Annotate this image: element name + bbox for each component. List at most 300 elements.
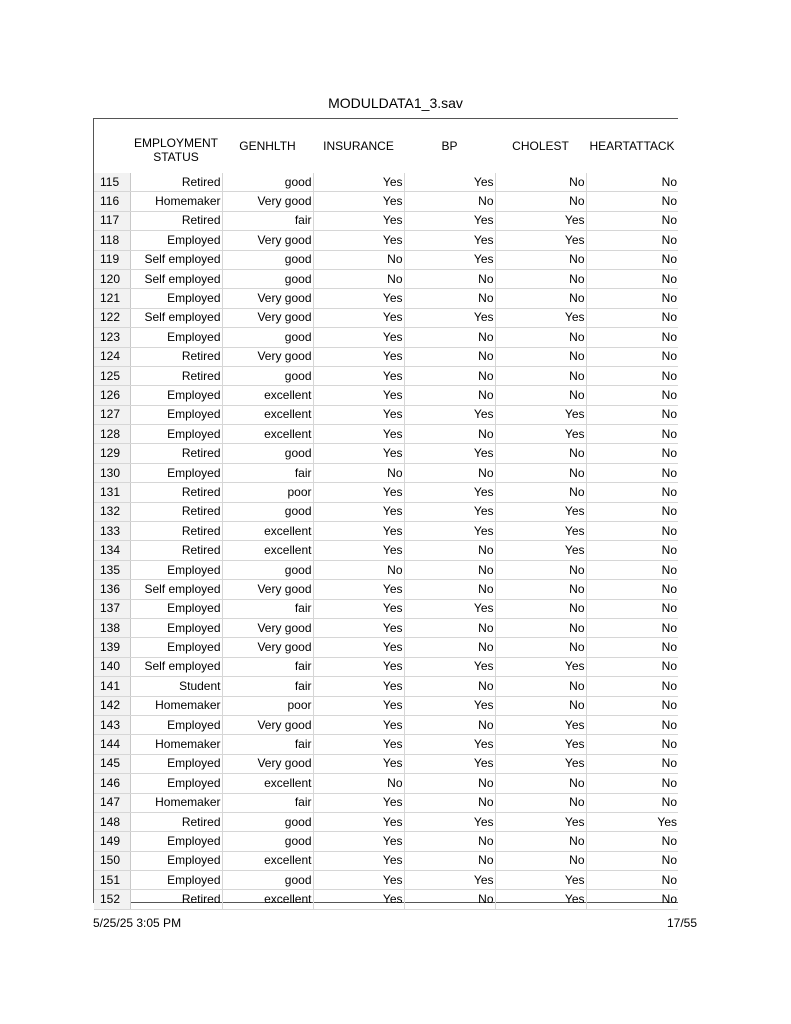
- cell-genhlth: fair: [222, 735, 313, 754]
- row-index: 121: [94, 289, 130, 308]
- table-row: [94, 754, 678, 773]
- cell-heartattack: No: [586, 677, 678, 696]
- table-row: [94, 308, 678, 327]
- cell-heartattack: No: [586, 735, 678, 754]
- cell-insurance: Yes: [313, 173, 404, 192]
- cell-heartattack: No: [586, 444, 678, 463]
- cell-insurance: Yes: [313, 851, 404, 870]
- table-row: [94, 774, 678, 793]
- cell-genhlth: excellent: [222, 405, 313, 424]
- cell-heartattack: No: [586, 754, 678, 773]
- cell-heartattack: No: [586, 250, 678, 269]
- cell-heartattack: No: [586, 696, 678, 715]
- cell-heartattack: No: [586, 890, 678, 909]
- cell-cholest: No: [495, 386, 586, 405]
- cell-bp: Yes: [404, 483, 495, 502]
- cell-cholest: Yes: [495, 657, 586, 676]
- cell-employmentstatus: Retired: [130, 483, 222, 502]
- table-row: [94, 231, 678, 250]
- cell-insurance: Yes: [313, 444, 404, 463]
- cell-insurance: Yes: [313, 405, 404, 424]
- cell-genhlth: good: [222, 173, 313, 192]
- table-row: [94, 580, 678, 599]
- table-row: [94, 425, 678, 444]
- column-header-cholest: CHOLEST: [512, 139, 569, 153]
- cell-bp: Yes: [404, 871, 495, 890]
- cell-cholest: No: [495, 638, 586, 657]
- row-index: 135: [94, 560, 130, 579]
- cell-heartattack: No: [586, 425, 678, 444]
- cell-genhlth: good: [222, 871, 313, 890]
- cell-employmentstatus: Self employed: [130, 657, 222, 676]
- cell-bp: Yes: [404, 211, 495, 230]
- cell-genhlth: Very good: [222, 289, 313, 308]
- cell-heartattack: No: [586, 211, 678, 230]
- cell-insurance: No: [313, 560, 404, 579]
- row-index: 123: [94, 328, 130, 347]
- row-index: 136: [94, 580, 130, 599]
- cell-employmentstatus: Employed: [130, 638, 222, 657]
- cell-cholest: Yes: [495, 735, 586, 754]
- cell-insurance: Yes: [313, 541, 404, 560]
- table-row: [94, 347, 678, 366]
- cell-bp: Yes: [404, 522, 495, 541]
- cell-genhlth: good: [222, 328, 313, 347]
- cell-cholest: Yes: [495, 502, 586, 521]
- table-row: [94, 851, 678, 870]
- cell-insurance: Yes: [313, 580, 404, 599]
- cell-cholest: No: [495, 793, 586, 812]
- table-row: [94, 289, 678, 308]
- cell-bp: No: [404, 463, 495, 482]
- row-index: 150: [94, 851, 130, 870]
- cell-genhlth: fair: [222, 677, 313, 696]
- cell-heartattack: No: [586, 173, 678, 192]
- cell-cholest: Yes: [495, 890, 586, 909]
- row-index: 119: [94, 250, 130, 269]
- row-index: 140: [94, 657, 130, 676]
- cell-heartattack: No: [586, 774, 678, 793]
- cell-insurance: No: [313, 269, 404, 288]
- cell-genhlth: fair: [222, 657, 313, 676]
- cell-bp: No: [404, 832, 495, 851]
- row-index: 126: [94, 386, 130, 405]
- cell-insurance: Yes: [313, 715, 404, 734]
- cell-insurance: Yes: [313, 522, 404, 541]
- cell-bp: No: [404, 347, 495, 366]
- table-row: [94, 328, 678, 347]
- cell-heartattack: No: [586, 871, 678, 890]
- cell-cholest: No: [495, 269, 586, 288]
- cell-genhlth: Very good: [222, 231, 313, 250]
- cell-bp: Yes: [404, 231, 495, 250]
- cell-cholest: Yes: [495, 541, 586, 560]
- cell-cholest: No: [495, 444, 586, 463]
- cell-bp: Yes: [404, 812, 495, 831]
- cell-heartattack: No: [586, 347, 678, 366]
- row-index: 125: [94, 366, 130, 385]
- footer-page-number: 17/55: [666, 916, 697, 930]
- cell-insurance: Yes: [313, 677, 404, 696]
- row-index: 120: [94, 269, 130, 288]
- row-index: 134: [94, 541, 130, 560]
- cell-insurance: Yes: [313, 657, 404, 676]
- row-index: 131: [94, 483, 130, 502]
- cell-insurance: Yes: [313, 871, 404, 890]
- cell-heartattack: No: [586, 269, 678, 288]
- cell-employmentstatus: Self employed: [130, 269, 222, 288]
- cell-bp: No: [404, 851, 495, 870]
- cell-insurance: Yes: [313, 793, 404, 812]
- cell-cholest: No: [495, 347, 586, 366]
- table-row: [94, 715, 678, 734]
- cell-genhlth: Very good: [222, 638, 313, 657]
- cell-employmentstatus: Retired: [130, 541, 222, 560]
- cell-insurance: Yes: [313, 754, 404, 773]
- cell-genhlth: Very good: [222, 192, 313, 211]
- cell-heartattack: No: [586, 560, 678, 579]
- cell-heartattack: No: [586, 522, 678, 541]
- row-index: 139: [94, 638, 130, 657]
- cell-cholest: No: [495, 696, 586, 715]
- table-row: [94, 871, 678, 890]
- cell-employmentstatus: Employed: [130, 463, 222, 482]
- column-header-index: [94, 119, 130, 173]
- cell-genhlth: Very good: [222, 715, 313, 734]
- cell-employmentstatus: Employed: [130, 754, 222, 773]
- cell-cholest: No: [495, 580, 586, 599]
- table-row: [94, 890, 678, 909]
- row-index: 129: [94, 444, 130, 463]
- cell-bp: No: [404, 560, 495, 579]
- table-row: [94, 444, 678, 463]
- row-index: 151: [94, 871, 130, 890]
- table-row: [94, 211, 678, 230]
- row-index: 141: [94, 677, 130, 696]
- cell-bp: Yes: [404, 405, 495, 424]
- cell-bp: No: [404, 541, 495, 560]
- cell-bp: Yes: [404, 444, 495, 463]
- cell-insurance: Yes: [313, 483, 404, 502]
- cell-heartattack: No: [586, 502, 678, 521]
- cell-genhlth: poor: [222, 696, 313, 715]
- table-row: [94, 618, 678, 637]
- cell-employmentstatus: Retired: [130, 173, 222, 192]
- table-row: [94, 638, 678, 657]
- cell-heartattack: No: [586, 405, 678, 424]
- cell-genhlth: good: [222, 812, 313, 831]
- table-row: [94, 405, 678, 424]
- cell-heartattack: No: [586, 386, 678, 405]
- cell-insurance: Yes: [313, 599, 404, 618]
- cell-heartattack: No: [586, 793, 678, 812]
- cell-genhlth: Very good: [222, 308, 313, 327]
- table-row: [94, 192, 678, 211]
- row-index: 128: [94, 425, 130, 444]
- cell-employmentstatus: Employed: [130, 618, 222, 637]
- cell-bp: No: [404, 269, 495, 288]
- cell-insurance: Yes: [313, 812, 404, 831]
- cell-cholest: No: [495, 173, 586, 192]
- row-index: 130: [94, 463, 130, 482]
- cell-cholest: Yes: [495, 231, 586, 250]
- cell-employmentstatus: Employed: [130, 599, 222, 618]
- table-row: [94, 269, 678, 288]
- row-index: 145: [94, 754, 130, 773]
- cell-insurance: Yes: [313, 638, 404, 657]
- cell-employmentstatus: Retired: [130, 890, 222, 909]
- cell-bp: No: [404, 793, 495, 812]
- cell-insurance: No: [313, 250, 404, 269]
- cell-genhlth: fair: [222, 793, 313, 812]
- cell-insurance: Yes: [313, 735, 404, 754]
- row-index: 117: [94, 211, 130, 230]
- cell-heartattack: No: [586, 599, 678, 618]
- cell-genhlth: poor: [222, 483, 313, 502]
- cell-genhlth: fair: [222, 463, 313, 482]
- table-row: [94, 696, 678, 715]
- document-title: MODULDATA1_3.sav: [328, 95, 463, 111]
- cell-insurance: Yes: [313, 366, 404, 385]
- cell-genhlth: excellent: [222, 541, 313, 560]
- cell-cholest: No: [495, 677, 586, 696]
- cell-insurance: Yes: [313, 832, 404, 851]
- cell-insurance: No: [313, 774, 404, 793]
- cell-bp: Yes: [404, 754, 495, 773]
- row-index: 147: [94, 793, 130, 812]
- row-index: 133: [94, 522, 130, 541]
- table-row: [94, 250, 678, 269]
- cell-employmentstatus: Homemaker: [130, 735, 222, 754]
- cell-cholest: No: [495, 599, 586, 618]
- cell-genhlth: good: [222, 366, 313, 385]
- column-header-bp: BP: [441, 139, 458, 153]
- cell-employmentstatus: Employed: [130, 560, 222, 579]
- cell-cholest: Yes: [495, 715, 586, 734]
- table-row: [94, 735, 678, 754]
- cell-genhlth: good: [222, 250, 313, 269]
- cell-insurance: Yes: [313, 347, 404, 366]
- cell-genhlth: good: [222, 502, 313, 521]
- row-index: 152: [94, 890, 130, 909]
- cell-employmentstatus: Retired: [130, 502, 222, 521]
- cell-employmentstatus: Student: [130, 677, 222, 696]
- cell-cholest: Yes: [495, 871, 586, 890]
- cell-genhlth: good: [222, 832, 313, 851]
- cell-cholest: Yes: [495, 308, 586, 327]
- column-header-insurance: INSURANCE: [323, 139, 394, 153]
- cell-bp: No: [404, 289, 495, 308]
- cell-employmentstatus: Homemaker: [130, 793, 222, 812]
- cell-cholest: No: [495, 289, 586, 308]
- cell-cholest: No: [495, 832, 586, 851]
- cell-insurance: Yes: [313, 231, 404, 250]
- table-row: [94, 832, 678, 851]
- cell-insurance: Yes: [313, 192, 404, 211]
- cell-employmentstatus: Retired: [130, 366, 222, 385]
- cell-insurance: Yes: [313, 386, 404, 405]
- cell-heartattack: No: [586, 192, 678, 211]
- table-row: [94, 657, 678, 676]
- table-row: [94, 463, 678, 482]
- cell-genhlth: Very good: [222, 347, 313, 366]
- cell-heartattack: No: [586, 715, 678, 734]
- cell-heartattack: No: [586, 366, 678, 385]
- cell-bp: Yes: [404, 599, 495, 618]
- cell-cholest: No: [495, 463, 586, 482]
- cell-insurance: No: [313, 463, 404, 482]
- cell-cholest: Yes: [495, 812, 586, 831]
- cell-bp: No: [404, 677, 495, 696]
- cell-employmentstatus: Employed: [130, 231, 222, 250]
- cell-heartattack: No: [586, 851, 678, 870]
- cell-bp: Yes: [404, 657, 495, 676]
- cell-genhlth: good: [222, 269, 313, 288]
- row-index: 142: [94, 696, 130, 715]
- cell-insurance: Yes: [313, 308, 404, 327]
- cell-employmentstatus: Employed: [130, 425, 222, 444]
- cell-bp: No: [404, 890, 495, 909]
- cell-heartattack: No: [586, 483, 678, 502]
- cell-employmentstatus: Self employed: [130, 250, 222, 269]
- cell-cholest: No: [495, 328, 586, 347]
- cell-employmentstatus: Homemaker: [130, 192, 222, 211]
- column-header-genhlth: GENHLTH: [239, 139, 296, 153]
- cell-cholest: No: [495, 250, 586, 269]
- cell-employmentstatus: Employed: [130, 871, 222, 890]
- row-index: 148: [94, 812, 130, 831]
- cell-genhlth: fair: [222, 211, 313, 230]
- cell-bp: Yes: [404, 308, 495, 327]
- cell-employmentstatus: Retired: [130, 211, 222, 230]
- footer-date: 5/25/25 3:05 PM: [93, 916, 182, 930]
- cell-employmentstatus: Employed: [130, 405, 222, 424]
- cell-genhlth: Very good: [222, 618, 313, 637]
- cell-employmentstatus: Retired: [130, 522, 222, 541]
- cell-cholest: Yes: [495, 405, 586, 424]
- row-index: 122: [94, 308, 130, 327]
- cell-bp: No: [404, 774, 495, 793]
- cell-bp: No: [404, 192, 495, 211]
- table-row: [94, 502, 678, 521]
- row-index: 146: [94, 774, 130, 793]
- cell-bp: No: [404, 618, 495, 637]
- cell-genhlth: excellent: [222, 890, 313, 909]
- cell-employmentstatus: Self employed: [130, 308, 222, 327]
- cell-bp: No: [404, 580, 495, 599]
- data-table: [94, 119, 678, 910]
- cell-bp: Yes: [404, 250, 495, 269]
- cell-insurance: Yes: [313, 211, 404, 230]
- table-body: [94, 173, 678, 909]
- cell-heartattack: No: [586, 328, 678, 347]
- row-index: 132: [94, 502, 130, 521]
- cell-bp: No: [404, 715, 495, 734]
- cell-employmentstatus: Retired: [130, 444, 222, 463]
- row-index: 149: [94, 832, 130, 851]
- cell-genhlth: excellent: [222, 851, 313, 870]
- cell-insurance: Yes: [313, 696, 404, 715]
- table-row: [94, 677, 678, 696]
- table-row: [94, 173, 678, 192]
- cell-employmentstatus: Employed: [130, 328, 222, 347]
- cell-cholest: Yes: [495, 754, 586, 773]
- cell-heartattack: No: [586, 618, 678, 637]
- cell-genhlth: excellent: [222, 774, 313, 793]
- table-row: [94, 386, 678, 405]
- cell-cholest: No: [495, 618, 586, 637]
- cell-bp: Yes: [404, 735, 495, 754]
- table-row: [94, 599, 678, 618]
- cell-cholest: Yes: [495, 522, 586, 541]
- cell-cholest: Yes: [495, 211, 586, 230]
- cell-employmentstatus: Retired: [130, 812, 222, 831]
- row-index: 144: [94, 735, 130, 754]
- cell-employmentstatus: Employed: [130, 832, 222, 851]
- cell-heartattack: No: [586, 541, 678, 560]
- cell-employmentstatus: Self employed: [130, 580, 222, 599]
- row-index: 143: [94, 715, 130, 734]
- table-row: [94, 541, 678, 560]
- cell-genhlth: Very good: [222, 580, 313, 599]
- cell-heartattack: No: [586, 657, 678, 676]
- cell-employmentstatus: Employed: [130, 386, 222, 405]
- cell-cholest: Yes: [495, 425, 586, 444]
- cell-bp: Yes: [404, 502, 495, 521]
- cell-insurance: Yes: [313, 618, 404, 637]
- cell-cholest: No: [495, 366, 586, 385]
- table-row: [94, 560, 678, 579]
- cell-cholest: No: [495, 774, 586, 793]
- cell-heartattack: No: [586, 308, 678, 327]
- table-header-row: [94, 119, 678, 173]
- cell-genhlth: excellent: [222, 522, 313, 541]
- table-row: [94, 793, 678, 812]
- cell-insurance: Yes: [313, 328, 404, 347]
- cell-insurance: Yes: [313, 502, 404, 521]
- cell-genhlth: excellent: [222, 425, 313, 444]
- cell-insurance: Yes: [313, 289, 404, 308]
- cell-bp: No: [404, 328, 495, 347]
- table-row: [94, 483, 678, 502]
- cell-insurance: Yes: [313, 890, 404, 909]
- cell-heartattack: No: [586, 580, 678, 599]
- cell-employmentstatus: Employed: [130, 851, 222, 870]
- cell-heartattack: Yes: [586, 812, 678, 831]
- cell-heartattack: No: [586, 231, 678, 250]
- cell-genhlth: good: [222, 560, 313, 579]
- cell-bp: No: [404, 366, 495, 385]
- cell-cholest: No: [495, 560, 586, 579]
- row-index: 115: [94, 173, 130, 192]
- cell-genhlth: excellent: [222, 386, 313, 405]
- cell-cholest: No: [495, 851, 586, 870]
- cell-bp: No: [404, 425, 495, 444]
- cell-insurance: Yes: [313, 425, 404, 444]
- cell-bp: Yes: [404, 173, 495, 192]
- cell-heartattack: No: [586, 832, 678, 851]
- cell-bp: No: [404, 386, 495, 405]
- row-index: 127: [94, 405, 130, 424]
- table-row: [94, 366, 678, 385]
- cell-cholest: No: [495, 192, 586, 211]
- row-index: 118: [94, 231, 130, 250]
- row-index: 137: [94, 599, 130, 618]
- table-row: [94, 812, 678, 831]
- cell-bp: Yes: [404, 696, 495, 715]
- cell-genhlth: good: [222, 444, 313, 463]
- cell-employmentstatus: Employed: [130, 715, 222, 734]
